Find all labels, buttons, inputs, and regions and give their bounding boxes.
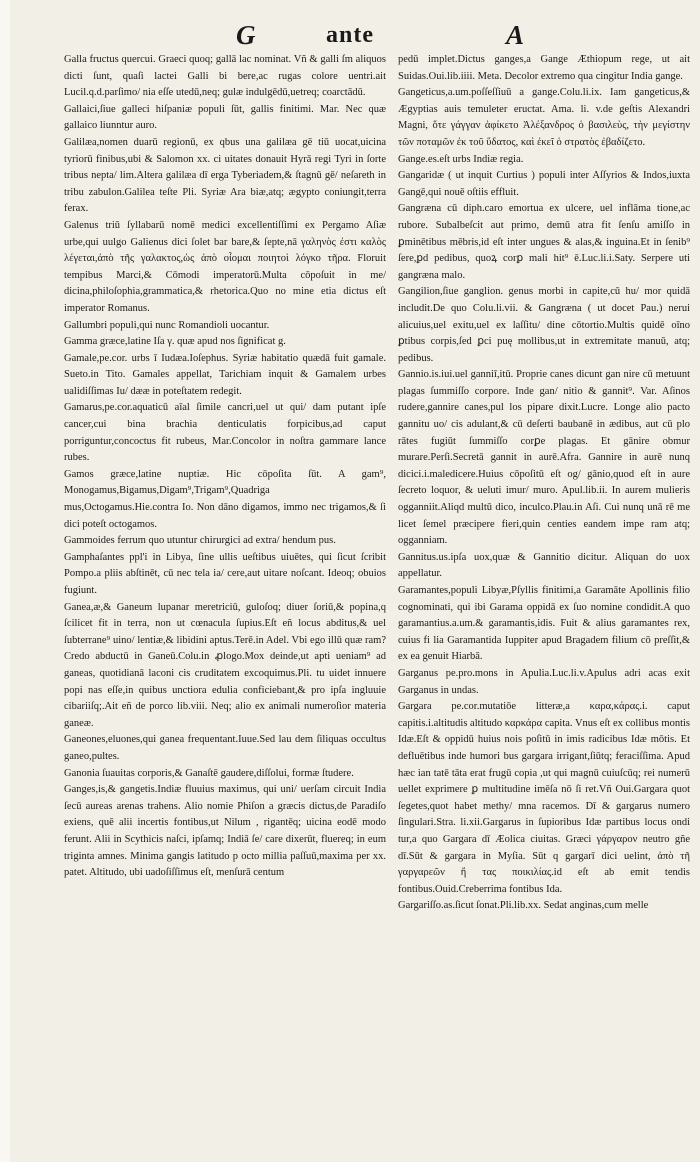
entry-ganea: Ganea,æ,& Ganeum lupanar meretriciū, guloſoq; diuer ſoriū,& popina,q ſcilicet fit in terra, non ut cœnacula ſupius.Eſt eñ locus abditus,& uel ſubterrane⁹ uino/ lentiæ,& libidini aptus.Terē.in Adel. Vbi ego illū quæ ram?Credo abductū in Ganeū.Colu.in ꝓlogo.Mox deinde,ut apti ueniam⁹ ad ganeas, quotidianā laconi cis cruditatem excoquimus.Pli. tu uidet innuere popi nas eſſe,in quibus unctiora edulia conficiebant,& pro ipſa ingluuie cibariiſq;.Ait eñ de porco lib.viii. Neq; alio ex animali numeroſior materia ganeæ. bbox=[64, 601, 386, 729]
entry-gangeticus: Gangeticus,a.um.poſſeſſiuū a gange.Colu.li.ix. Iam gangeticus,& Ægyptias auis temuleter eructat. Ama. li. v.de geſtis Alexandri Magni, ὅτε γάγγαν ἀφίκετο Ἀλέξανδρος ὁ βασιλεὺς, τὴν μεγίστην τῶν ποταμῶν ἐκ τοῦ ὕδατος, καὶ ἐκεῖ ὁ στρατὸς ἐβαδίζετο. bbox=[398, 87, 690, 148]
entry-galla: Galla fructus quercui. Graeci quoq; gallā lac nominat. Vñ & galli ſm aliquos dicti ſunt, quaſi lactei Galli bi bere,ac rugas colore uentri.ait Lucil.q.d.parſimo/ nia eſſe utedū,neq; gulæ indulgēdū,uetreq; coarctādū. bbox=[64, 54, 386, 99]
entry-gamma: Gamma græce,latine Iſa γ. quæ apud nos ſignificat g. bbox=[64, 336, 286, 348]
entry-ganeones: Ganeones,eluones,qui ganea frequentant.Iuue.Sed lau dem ſiliquas occultus ganeo,pultes. bbox=[64, 734, 386, 762]
entry-gallumbri: Gallumbri populi,qui nunc Romandioli uocantur. bbox=[64, 319, 270, 331]
entry-garamantes: Garamantes,populi Libyæ,Pſyllis finitimi,a Garamāte Apollinis filio cognominati, qui ibi Garama oppidā ex ſuo nomine condidit.A quo garamantius.a.um.& garamantis,idis. Fuit & alius garamantes rex, cuius fi lia Garamantida Iuppiter apud Bragadem filium cō preſſit,& ex ea genuit Hiarbā. bbox=[398, 585, 690, 663]
entry-gamos: Gamos græce,latine nuptiæ. Hic cōpoſita ſūt. A gam⁹, Monogamus,Bigamus,Digam⁹,Trigam⁹,Quadriga mus,Octogamus.Hie.contra Io. Non dāno digamos, immo nec trigamos,& ſi dici poteſt octogamos. bbox=[64, 468, 386, 530]
running-head: ante bbox=[326, 22, 374, 48]
entry-gangraena: Gangræna cū diph.caro emortua ex ulcere, uel inflāma tione,ac rubore. Subalbeſcit aut primo, demū atra fit ſenſu amiſſo in ꝑminētibus mēbris,id eſt inter ungues & alas,& inguina.Et in ſenib⁹ ſere,ꝑd pedibus, quoꝝ corꝑ mali hit⁹ ē.Luc.li.i.Saty. Serpere uti gangræna malo. bbox=[398, 203, 690, 281]
entry-galilaea: Galilæa,nomen duarū regionū, ex qbus una galilæa gē tiū uocat,uicina tyriorū finibus,ubi & Salomon xx. ci uitates donauit Hyrā regi Tyri in ſorte tribus nepta/ lim.Altera galilæa dī erga Tyberiadem,& ſtagnū gē/ neſareth in tribu zabulon.Galilea teſte Pli. Syriæ Ara biæ,atq; ægypto coniungit,terra ferax. bbox=[64, 136, 386, 215]
entry-gamphasantes: Gamphaſantes ppl'i in Libya, ſine ullis ueſtibus uiuētes, qui ſicut ſcribit Pompo.a pliis abſtinēt, cū nec tela ia/ cere,aut uitare noſcant. Ideoq; obuios fugiunt. bbox=[64, 551, 386, 596]
page-header bbox=[0, 12, 700, 52]
entry-ganonia: Ganonia ſuauitas corporis,& Ganaſtē gaudere,diſſolui, formæ ſtudere. bbox=[64, 767, 354, 779]
entry-gannio: Gannio.is.iui.uel ganniī,itū. Proprie canes dicunt gan nire cū metuunt plagas ſummiſſo corpore. Inde gan/ nitio & gannit⁹. Var. Aſinos rudere,gannire canes,pul los pipare dixit.Lucre. Longe alio pacto gannitu uo/ cis adulant,& cū deſerti baubanē in ædibus, aut cū plo rātes fugiūt ſummiſſo corꝑe plagas. Et gānire obmur murare.Perſi.Secretā gannit in aurē.Afra. Gannire in aurē nunq dicici.i.maledicere.Huius cōpoſitū eſt og/ gānio,quod eſt in aure ſecreto loquor, & ueluti imur/ muro. Apul.lib.ii. In aurem mulieris ogganniit.Aliqd multū dico, inculco.Plau.in Aſi. Cui nunq unā rē me licet ſemel præcipere fieri,quin centies eandem impe ram atq; ogganniam. bbox=[398, 369, 690, 547]
header-left-letter: G bbox=[236, 20, 256, 50]
entry-gallaici: Gallaici,ſiue galleci hiſpaniæ populi ſūt, gallis finitimi. Mar. Nec quæ gallaico liunntur auro. bbox=[64, 103, 386, 132]
entry-gangilion: Gangilion,ſiue ganglion. genus morbi in capite,cū hu/ mor quidā includit.De quo Colu.li.vii. & Gangræna ( ut docet Pau.) nerui alicuius,uel exitu,uel ex laſſitu/ dine cōtortio.Multis quidē oīno ꝑtibus corpis,ſed ꝑci puę mollibus,ut in extremitate manuū, atq; pedibus. bbox=[398, 286, 690, 364]
entry-gangaridae: Gangaridæ ( ut inquit Curtius ) populi inter Aſſyrios & Indos,iuxta Gangē,qui nouē oſtiis effluit. bbox=[398, 170, 690, 198]
right-column bbox=[398, 52, 690, 915]
entry-garganus: Garganus pe.pro.mons in Apulia.Luc.li.v.Apulus adri acas exit Garganus in undas. bbox=[398, 667, 690, 696]
entry-ganges-cont: pedū implet.Dictus ganges,a Gange Æthiopum rege, ut ait Suidas.Oui.lib.iiii. Meta. Decolor extremo qua cingitur India gange. bbox=[398, 54, 690, 82]
entry-gange: Gange.es.eſt urbs Indiæ regia. bbox=[398, 153, 524, 165]
entry-gamale: Gamale,pe.cor. urbs ī Iudæa.Ioſephus. Syriæ habitatio quædā fuit gamale. Sueto.in Tito. Gamales appellat, Tarichiam inquit & Gamalem urbes ualidiſſimas Iu/ dææ in poteſtatem redegit. bbox=[64, 352, 386, 397]
entry-ganges: Ganges,is,& gangetis.Indiæ fluuius maximus, qui uni/ uerſam circuit India ſecū aureas arenas trahens. Alio nomie Phiſon a græcis dictus,de Paradiſo exiens, quē alii incertis fontibus,ut Nilum , rigantēq; uicina eodē modo ferunt. Alii in Scythicis naſci, ipſamq; Indiā ſe/ care dixerūt, fluereq; in eum triginta amnes. Minima gangis latitudo p octo millia paſſuū,maxima per xx. patet. Altitudo, ubi uadoſiſſimus eſt, menſurā centum bbox=[64, 784, 386, 879]
left-column bbox=[64, 52, 386, 882]
entry-gargarisso: Gargariſſo.as.ſicut ſonat.Pli.lib.xx. Sedat anginas,cum melle bbox=[398, 900, 649, 912]
entry-gamarus: Gamarus,pe.cor.aquaticū aīal ſimile cancri,uel ut qui/ dam putant ipſe cancer,cui bina brachia denticulatis forpicibus,ad caput porriguntur,concoctus fit rubeus, Mar.Concolor in noſtra gammare lance rubes. bbox=[64, 402, 386, 464]
entry-galenus: Galenus triū ſyllabarū nomē medici excellentiſſimi ex Pergamo Aſiæ urbe,qui uulgo Galienus dici ſolet bar bare,& ſepte,nā γαληνὸς ἐστι καλὸς λέγεται,ἀπὸ τῆς γαλακτος,ὡς ἀπὸ οἶομαι ποιητοὶ λόγκο τῆρα. Floruit tempibus Marci,& Cōmodi imperatorū.Multa cōpoſuit in me/ dicina,philoſophia,grammatica,& rhetorica.Quo no mine etia dictus eſt imperator Romanus. bbox=[64, 219, 386, 314]
entry-gannitus: Gannitus.us.ipſa uox,quæ & Gannitio dicitur. Aliquan do uox appellatur. bbox=[398, 551, 690, 580]
entry-gargara: Gargara pe.cor.mutatiōe litteræ,a καρα,κάρας.i. caput capitis.i.altitudis altitudo καρκάρα capita. Vnus eſt ex collibus montis Idæ.Eſt & oppidū huius nois poſitū in imis radicibus Idæ mōtis. Et defluētibus inde humori bus gargara irrigant,ſiūtq; feraciſſima. Apud hæc ian tatē tāta erat frugū copia ,ut qui magnū cuiuſcūq; rei numerū uellet exprimere ꝑ multitudine imēſa nō ſi ret.Vñ Oui.Gargara quot ſegetes,quot habet methy/ mna racemos. Dī & gargarus numero ſingulari.Stra. li.xii.Gargarus in ſupioribus Idæ partibus locus ondi tur,a quo Gargara dī Æolica ciuitas. Græci γάργαρον neutro gñe dī.Sūt & gargara in Myſia. Sūt q gargarī dici uelint, ἀπὸ τῆ γαργαρεῶν ἤ τας ποικιλίας.id eſt ab emit tendis fontibus.Ouid.Creberrima fontibus Ida. bbox=[398, 701, 690, 895]
header-right-letter: A bbox=[506, 20, 525, 50]
page-edge bbox=[0, 0, 10, 1162]
entry-gammoides: Gammoides ferrum quo utuntur chirurgici ad extra/ hendum pus. bbox=[64, 535, 336, 547]
